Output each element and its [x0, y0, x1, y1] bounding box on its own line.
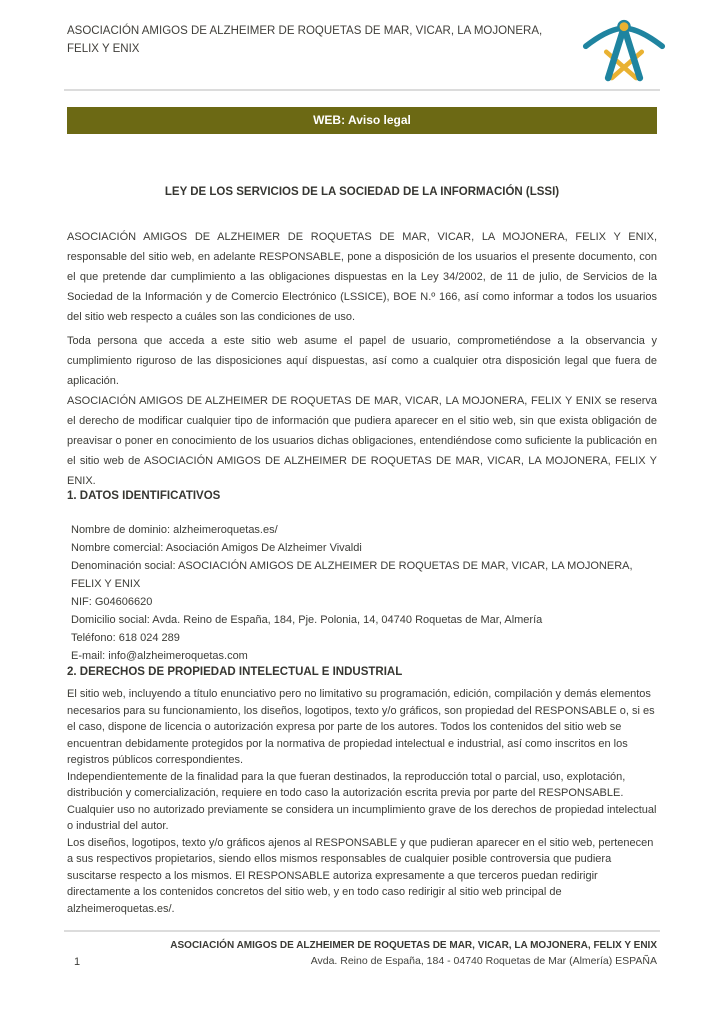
domain-name-line: Nombre de dominio: alzheimeroquetas.es/	[71, 524, 278, 536]
section2-paragraph-1: El sitio web, incluyendo a título enunciativo pero no limitativo su programación, edición, compilación y demás elementos necesarios para su funcionamiento, los diseños, logotipos, texto y/o gráficos, son propiedad del RESPONSABLE o, si es el caso, dispone de licencia o autorización expresa por parte de los autores. Todos los contenidos del sitio web se encuentran debidamente protegidos por la normativa de propiedad intelectual e industrial, así como inscritos en los registros públicos correspondientes.	[67, 688, 655, 766]
intro-paragraph-3: ASOCIACIÓN AMIGOS DE ALZHEIMER DE ROQUETAS DE MAR, VICAR, LA MOJONERA, FELIX Y ENIX se reserva el derecho de modificar cualquier tipo de información que pudiera aparecer en el sitio web, sin que exista obligación de preavisar o poner en conocimiento de los usuarios dichas obligaciones, entendiéndose como suficiente la publicación en el sitio web de ASOCIACIÓN AMIGOS DE ALZHEIMER DE ROQUETAS DE MAR, VICAR, LA MOJONERA, FELIX Y ENIX.	[67, 395, 657, 487]
page-number: 1	[74, 956, 81, 968]
section2-paragraph-2: Independientemente de la finalidad para la que fueran destinados, la reproducción total o parcial, uso, explotación, distribución y comercialización, requiere en todo caso la autorización escrita previa por parte del RESPONSABLE. Cualquier uso no autorizado previamente se considera un incumplimiento grave de los derechos de propiedad intelectual o industrial del autor.	[67, 770, 657, 832]
footer-address: Avda. Reino de España, 184 - 04740 Roquetas de Mar (Almería) ESPAÑA	[310, 955, 657, 967]
phone-line: Teléfono: 618 024 289	[71, 632, 180, 644]
page-header	[67, 22, 666, 87]
footer-org-name: ASOCIACIÓN AMIGOS DE ALZHEIMER DE ROQUETAS DE MAR, VICAR, LA MOJONERA, FELIX Y ENIX	[170, 940, 657, 951]
email-line: E-mail: info@alzheimeroquetas.com	[71, 650, 248, 662]
intro-paragraph-2: Toda persona que acceda a este sitio web asume el papel de usuario, comprometiéndose a la observancia y cumplimiento riguroso de las disposiciones aquí dispuestas, así como a cualquier otra disposición legal que fuera de aplicación.	[67, 335, 657, 387]
intro-paragraph-block	[67, 331, 657, 491]
nif-line: NIF: G04606620	[71, 596, 153, 608]
commercial-name-line: Nombre comercial: Asociación Amigos De Alzheimer Vivaldi	[71, 542, 362, 554]
social-denomination-line: Denominación social: ASOCIACIÓN AMIGOS DE ALZHEIMER DE ROQUETAS DE MAR, VICAR, LA MOJONERA, FELIX Y ENIX	[71, 560, 633, 590]
address-line: Domicilio social: Avda. Reino de España, 184, Pje. Polonia, 14, 04740 Roquetas de Mar, Almería	[71, 614, 543, 626]
web-aviso-legal-banner: WEB: Aviso legal	[67, 107, 657, 134]
identification-data-block	[67, 521, 657, 665]
header-divider	[64, 89, 660, 91]
intro-paragraph-1: ASOCIACIÓN AMIGOS DE ALZHEIMER DE ROQUETAS DE MAR, VICAR, LA MOJONERA, FELIX Y ENIX, responsable del sitio web, en adelante RESPONSABLE, pone a disposición de los usuarios el presente documento, con el que pretende dar cumplimiento a las obligaciones dispuestas en la Ley 34/2002, de 11 de julio, de Servicios de la Sociedad de la Información y de Comercio Electrónico (LSSICE), BOE N.º 166, así como informar a todos los usuarios del sitio web respecto a cuáles son las condiciones de uso.	[67, 231, 657, 323]
section2-body	[67, 686, 657, 917]
alzheimer-association-logo-icon	[582, 18, 666, 87]
header-org-name: ASOCIACIÓN AMIGOS DE ALZHEIMER DE ROQUETAS DE MAR, VICAR, LA MOJONERA, FELIX Y ENIX	[67, 25, 543, 56]
section1-heading: 1. DATOS IDENTIFICATIVOS	[67, 490, 221, 502]
section2-heading: 2. DERECHOS DE PROPIEDAD INTELECTUAL E INDUSTRIAL	[67, 666, 403, 678]
document-title: LEY DE LOS SERVICIOS DE LA SOCIEDAD DE LA INFORMACIÓN (LSSI)	[164, 186, 560, 198]
section2-paragraph-3: Los diseños, logotipos, texto y/o gráficos ajenos al RESPONSABLE y que pudieran aparecer en el sitio web, pertenecen a sus respectivos propietarios, siendo ellos mismos responsables de cualquier posible controversia que pudiera suscitarse respecto a los mismos. El RESPONSABLE autoriza expresamente a que terceros puedan redirigir directamente a los contenidos concretos del sitio web, y en todo caso redirigir al sitio web principal de alzheimeroquetas.es/.	[67, 836, 654, 915]
footer-divider	[64, 930, 660, 932]
